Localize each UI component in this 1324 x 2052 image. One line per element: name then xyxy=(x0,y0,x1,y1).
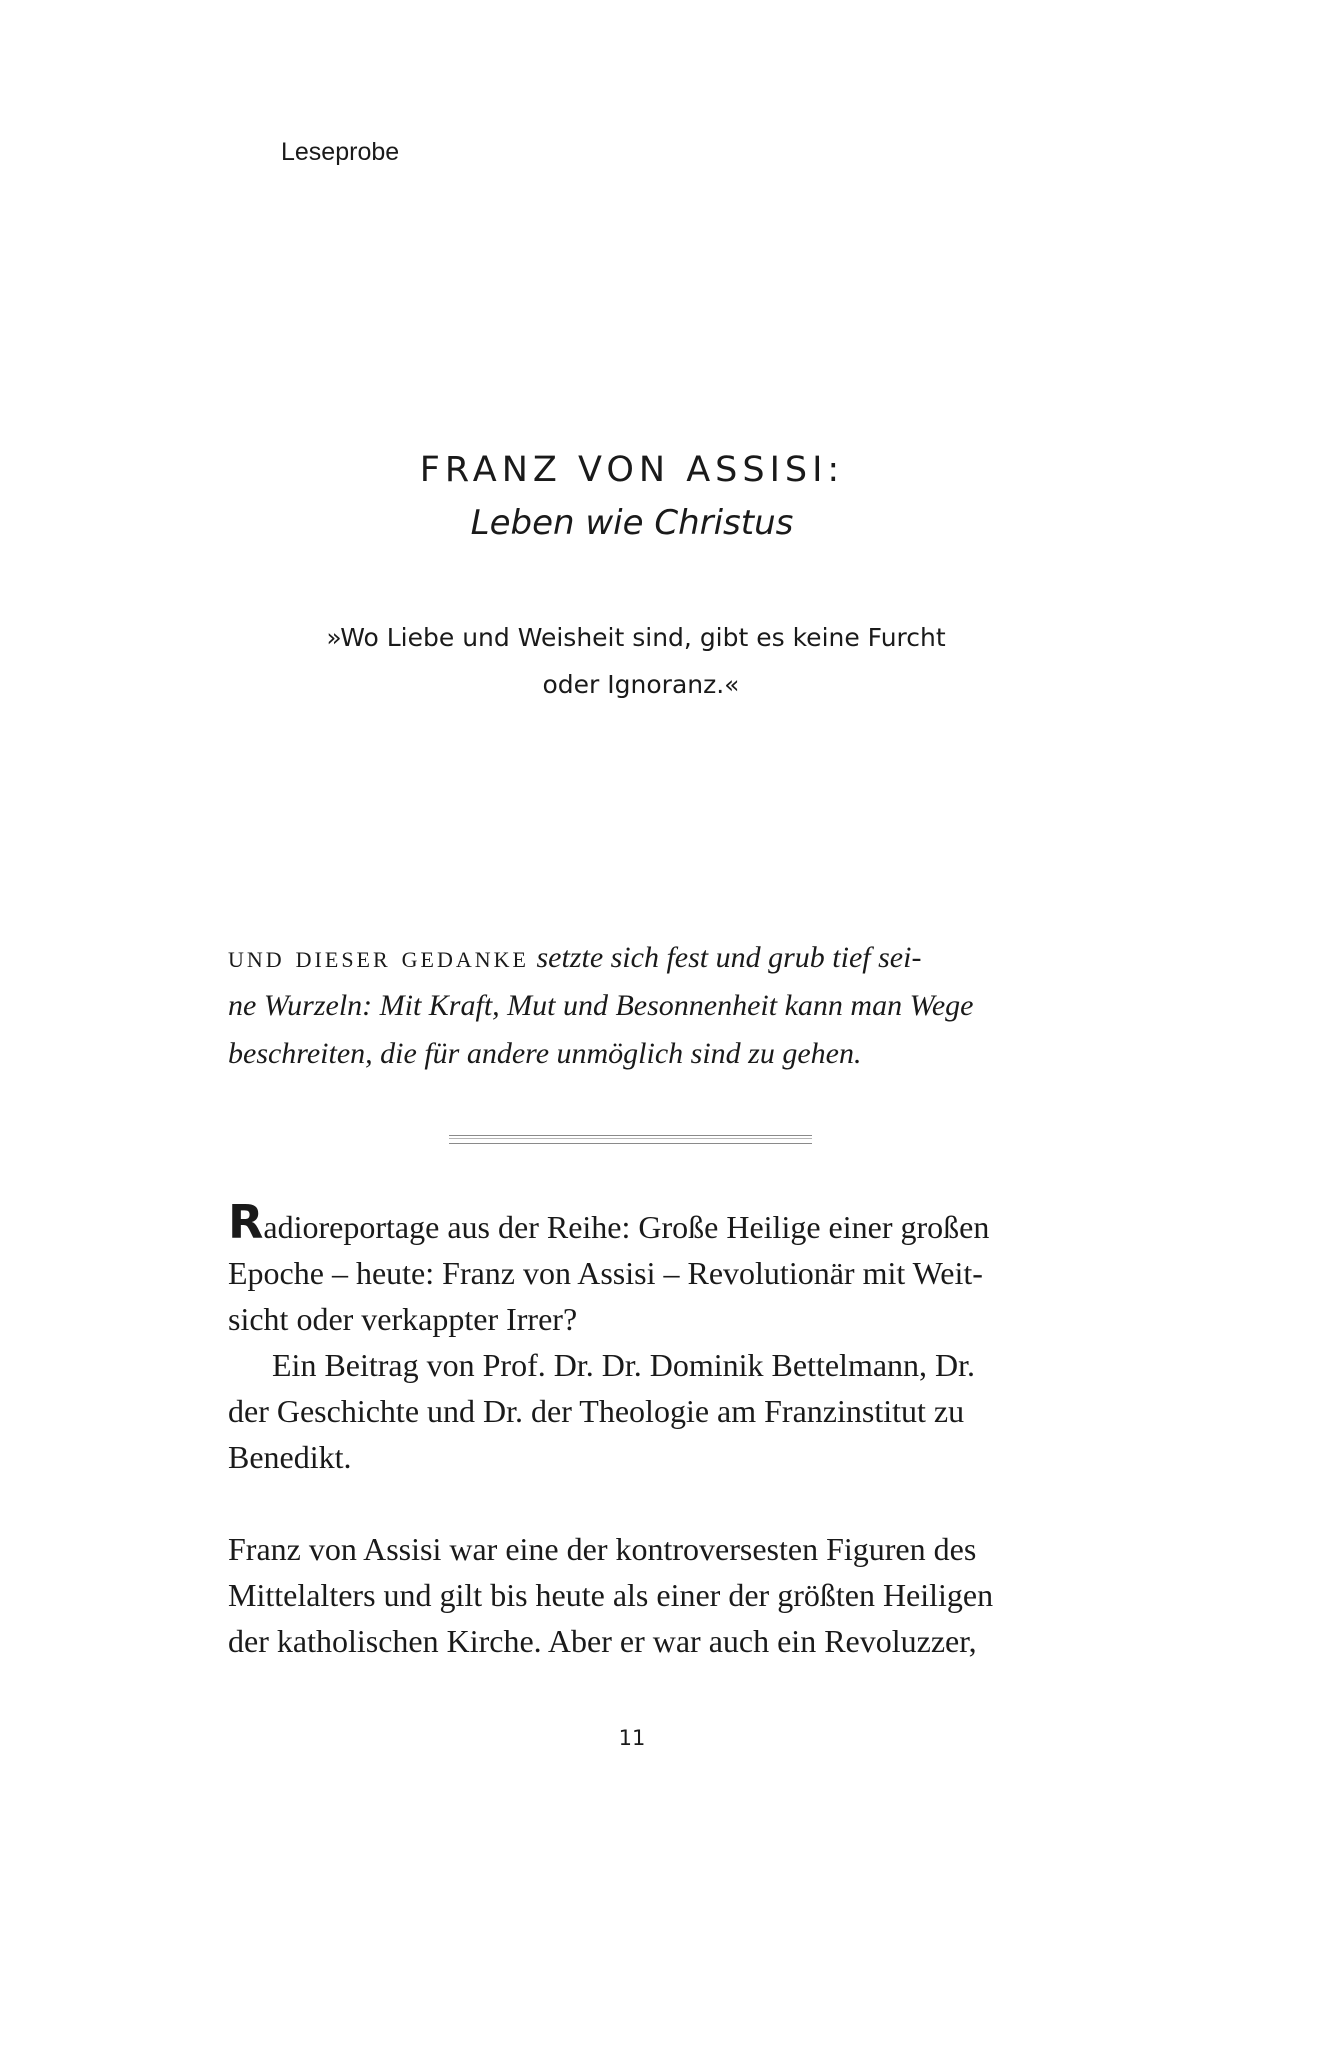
page-number: 11 xyxy=(618,1726,646,1750)
paragraph-gap xyxy=(228,1480,1040,1526)
epigraph-quote xyxy=(0,614,1264,708)
intro-line xyxy=(228,932,1040,982)
drop-cap: R xyxy=(228,1195,264,1249)
body-line: Epoche – heute: Franz von Assisi – Revolutionär mit Weit- xyxy=(228,1255,983,1291)
body-line-text: adioreportage aus der Reihe: Große Heilige einer großen xyxy=(263,1209,990,1245)
chapter-subtitle: Leben wie Christus xyxy=(470,503,794,543)
body-line: Mittelalters und gilt bis heute als einer der größten Heiligen xyxy=(228,1577,994,1613)
body-text xyxy=(228,1195,1040,1664)
intro-text: setzte sich fest und grub tief sei- xyxy=(528,941,922,974)
body-line: Franz von Assisi war eine der kontroversesten Figuren des xyxy=(228,1531,977,1567)
intro-smallcaps-lead: und dieser gedanke xyxy=(228,938,529,974)
chapter-title: FRANZ VON ASSISI: xyxy=(419,450,845,490)
epigraph-line: oder Ignoranz.« xyxy=(542,670,740,699)
body-paragraph xyxy=(228,1526,1040,1664)
body-paragraph xyxy=(228,1195,1040,1342)
body-line: Ein Beitrag von Prof. Dr. Dr. Dominik Bettelmann, Dr. xyxy=(272,1347,976,1383)
intro-paragraph xyxy=(228,932,1040,1078)
body-line xyxy=(228,1195,990,1249)
intro-line: beschreiten, die für andere unmöglich sind zu gehen. xyxy=(228,1037,862,1070)
header-label: Leseprobe xyxy=(281,138,400,166)
section-divider xyxy=(449,1135,812,1144)
body-paragraph xyxy=(228,1342,1040,1480)
body-line: sicht oder verkappter Irrer? xyxy=(228,1301,578,1337)
body-line: der Geschichte und Dr. der Theologie am Franzinstitut zu xyxy=(228,1393,965,1429)
epigraph-line: »Wo Liebe und Weisheit sind, gibt es keine Furcht xyxy=(326,623,946,652)
intro-line: ne Wurzeln: Mit Kraft, Mut und Besonnenheit kann man Wege xyxy=(228,989,974,1022)
body-line: Benedikt. xyxy=(228,1439,352,1475)
body-line: der katholischen Kirche. Aber er war auch ein Revoluzzer, xyxy=(228,1623,977,1659)
